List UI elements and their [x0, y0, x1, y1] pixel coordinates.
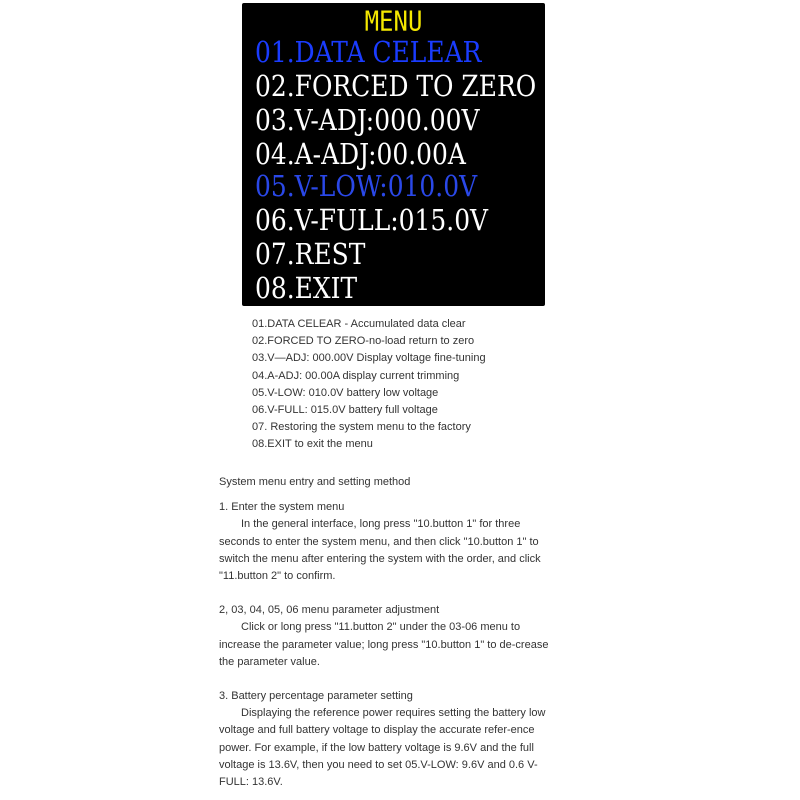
menu-item-v-low[interactable]: 05.V-LOW:010.0V [255, 169, 478, 203]
legend-line: 04.A-ADJ: 00.00A display current trimming [252, 369, 460, 382]
section-title: 1. Enter the system menu [219, 501, 345, 514]
menu-item-v-full[interactable]: 06.V-FULL:015.0V [255, 203, 489, 237]
legend-line: 08.EXIT to exit the menu [252, 438, 373, 451]
section-body: Click or long press "11.button 2" under the 03-06 menu to increase the parameter value; long press "10.button 1" to de-crease the parameter value. [219, 621, 549, 668]
instructions-text [219, 474, 549, 791]
menu-item-data-clear[interactable]: 01.DATA CELEAR [255, 35, 482, 69]
instructions-heading: System menu entry and setting method [219, 476, 411, 488]
menu-item-forced-to-zero[interactable]: 02.FORCED TO ZERO [255, 69, 537, 103]
legend-line: 02.FORCED TO ZERO-no-load return to zero [252, 335, 475, 348]
section-title: 3. Battery percentage parameter setting [219, 690, 413, 703]
menu-item-a-adj[interactable]: 04.A-ADJ:00.00A [255, 137, 466, 171]
menu-item-rest[interactable]: 07.REST [255, 237, 366, 271]
legend-line: 07. Restoring the system menu to the factory [252, 421, 471, 434]
legend-line: 03.V—ADJ: 000.00V Display voltage fine-tuning [252, 352, 486, 365]
legend-line: 01.DATA CELEAR - Accumulated data clear [252, 318, 466, 330]
menu-item-v-adj[interactable]: 03.V-ADJ:000.00V [255, 103, 480, 137]
menu-title: MENU [364, 5, 423, 38]
legend-line: 06.V-FULL: 015.0V battery full voltage [252, 404, 438, 417]
section-title: 2, 03, 04, 05, 06 menu parameter adjustment [219, 604, 440, 617]
section-body: Displaying the reference power requires setting the battery low voltage and full battery voltage to display the accurate refer-ence power. For example, if the low battery voltage is 9.6V and the full voltage is 13.6V, then you need to set 05.V-LOW: 9.6V and 0.6 V-FULL: 13.6V. [219, 707, 546, 789]
legend-line: 05.V-LOW: 010.0V battery low voltage [252, 386, 439, 399]
section-body: In the general interface, long press "10.button 1" for three seconds to enter the system menu, and then click "10.button 1" to switch the menu after entering the system with the order, and click "11.button 2" to confirm. [219, 518, 541, 583]
menu-legend [252, 316, 486, 454]
lcd-menu-screen [242, 3, 545, 306]
menu-item-exit[interactable]: 08.EXIT [255, 271, 358, 305]
